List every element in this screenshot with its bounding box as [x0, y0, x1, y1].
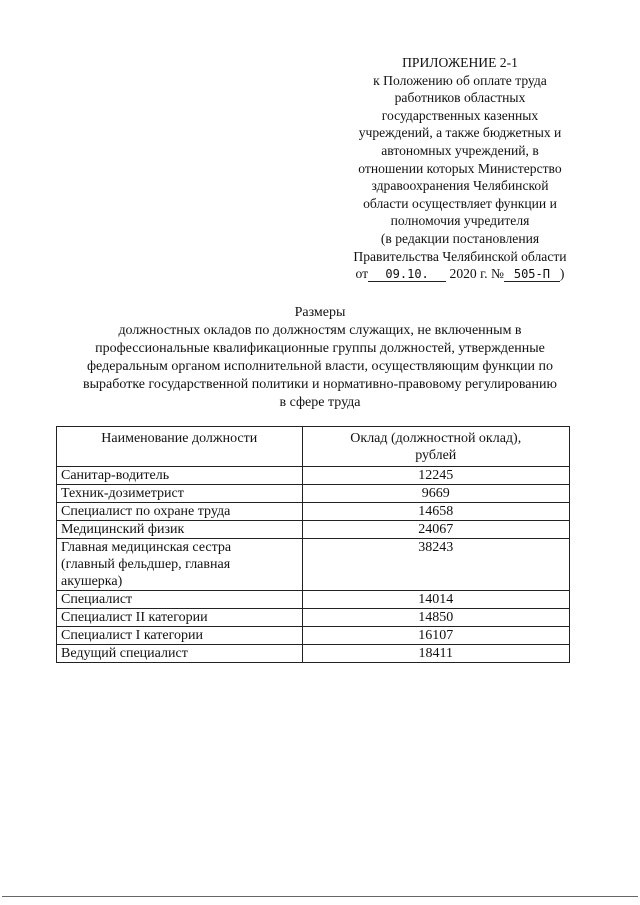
heading-line: в сфере труда: [279, 395, 361, 410]
table-row: [57, 609, 570, 627]
appendix-line: Правительства Челябинской области: [353, 248, 567, 264]
appendix-line: полномочия учредителя: [390, 213, 530, 229]
appendix-line: к Положению об оплате труда: [373, 72, 547, 88]
appendix-line: здравоохранения Челябинской: [371, 178, 549, 194]
appendix-line: работников областных: [394, 90, 526, 106]
heading-line: профессиональные квалификационные группы должностей, утвержденные: [95, 341, 545, 356]
heading-title: Размеры: [294, 305, 346, 320]
page-bottom-divider: [2, 896, 638, 897]
position-name: Санитар-водитель: [57, 467, 303, 485]
date-suffix: ): [559, 266, 565, 282]
date-prefix: от: [355, 266, 369, 282]
position-name: Техник-дозиметрист: [57, 485, 303, 503]
document-heading: [54, 304, 586, 412]
salary-value: 24067: [302, 521, 569, 539]
column-header-salary: Оклад (должностной оклад), рублей: [302, 427, 569, 467]
salary-value: 16107: [302, 627, 569, 645]
table-row: [57, 485, 570, 503]
appendix-line: (в редакции постановления: [380, 230, 540, 246]
appendix-line: государственных казенных: [381, 107, 539, 123]
position-name: Специалист I категории: [57, 627, 303, 645]
position-name: Главная медицинская сестра (главный фельдшер, главная акушерка): [57, 539, 303, 591]
resolution-date-line: [334, 265, 586, 283]
table-row: [57, 521, 570, 539]
table-row: [57, 627, 570, 645]
appendix-line: отношении которых Министерство: [358, 160, 562, 176]
appendix-line: области осуществляет функции и: [363, 195, 557, 211]
position-name: Ведущий специалист: [57, 645, 303, 663]
salary-value: 12245: [302, 467, 569, 485]
year-text: 2020 г. №: [449, 266, 504, 282]
table-row: [57, 503, 570, 521]
position-name: Специалист по охране труда: [57, 503, 303, 521]
heading-line: должностных окладов по должностям служащих, не включенным в: [118, 323, 522, 338]
table-row: [57, 467, 570, 485]
table-row: [57, 645, 570, 663]
heading-line: выработке государственной политики и нормативно-правовому регулированию: [83, 377, 557, 392]
salary-value: 14658: [302, 503, 569, 521]
column-header-position: Наименование должности: [57, 427, 303, 467]
table-row: [57, 591, 570, 609]
table-row: [57, 539, 570, 591]
salary-value: 9669: [302, 485, 569, 503]
salary-value: 14850: [302, 609, 569, 627]
salary-value: 14014: [302, 591, 569, 609]
appendix-line: учреждений, а также бюджетных и: [358, 125, 562, 141]
resolution-number: 505-П: [504, 268, 560, 282]
position-name: Специалист II категории: [57, 609, 303, 627]
appendix-block: [334, 54, 586, 283]
table-header-row: [57, 427, 570, 467]
salary-value: 38243: [302, 539, 569, 591]
resolution-date: 09.10.: [368, 268, 446, 282]
heading-line: федеральным органом исполнительной власти, осуществляющим функции по: [86, 359, 554, 374]
salary-table: [56, 426, 570, 663]
position-name: Медицинский физик: [57, 521, 303, 539]
appendix-line: автономных учреждений, в: [381, 142, 539, 158]
position-name: Специалист: [57, 591, 303, 609]
salary-value: 18411: [302, 645, 569, 663]
appendix-title: ПРИЛОЖЕНИЕ 2-1: [402, 55, 518, 70]
